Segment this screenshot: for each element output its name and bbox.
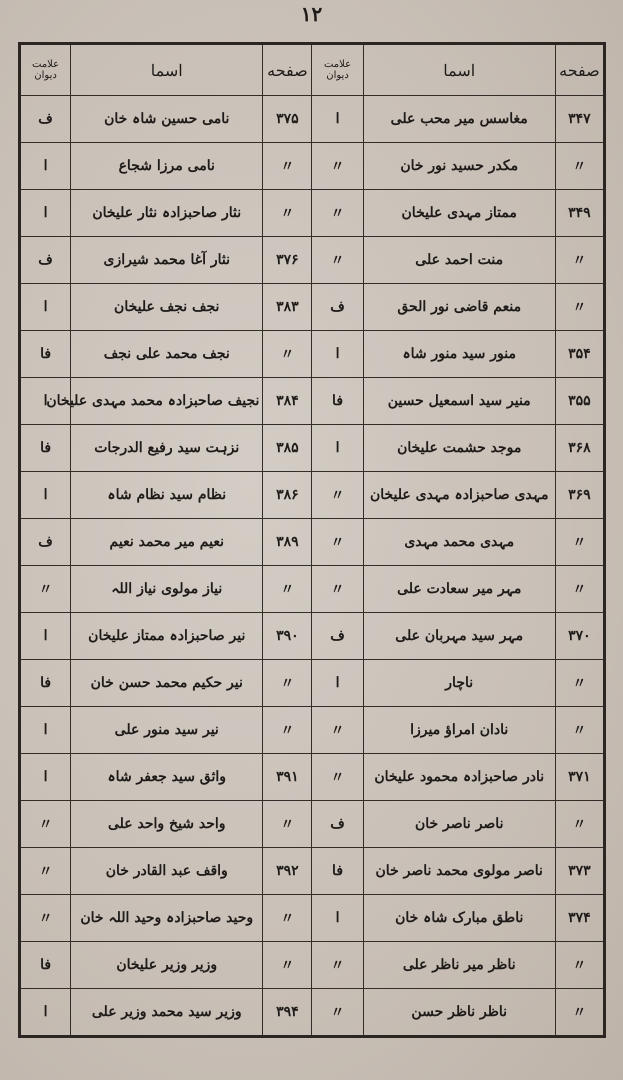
right-sign-cell: 〃 [312,472,363,519]
left-sign-cell: 〃 [20,848,71,895]
left-page-cell: ۳۸۵ [263,425,312,472]
left-name-cell: نیر حکیم محمد حسن خان [71,660,263,707]
left-sign-cell: ا [20,143,71,190]
left-sign-cell: ا [20,472,71,519]
left-name-cell: وزیر سید محمد وزیر علی [71,989,263,1037]
left-page-cell: 〃 [263,190,312,237]
left-name-cell: واثق سید جعفر شاہ [71,754,263,801]
right-name-cell: منعم قاضی نور الحق [363,284,555,331]
table-row [20,989,605,1037]
left-name-cell: نامی حسین شاہ خان [71,96,263,143]
left-page-cell: ۳۷۶ [263,237,312,284]
right-sign-cell: فا [312,848,363,895]
left-page-cell: 〃 [263,707,312,754]
table-row [20,566,605,613]
right-sign-cell: 〃 [312,566,363,613]
header-left-sign: علامت دیوان [20,44,71,96]
left-name-cell: واقف عبد القادر خان [71,848,263,895]
left-sign-cell: ف [20,96,71,143]
left-sign-cell: فا [20,942,71,989]
left-name-cell: نثار صاحبزادہ نثار علیخان [71,190,263,237]
left-sign-cell: ا [20,989,71,1037]
table-row [20,801,605,848]
table-row [20,895,605,942]
right-page-cell: ۳۴۷ [555,96,604,143]
right-sign-cell: ف [312,284,363,331]
right-page-cell: ۳۷۴ [555,895,604,942]
right-sign-cell: ف [312,613,363,660]
left-sign-cell: ف [20,519,71,566]
right-name-cell: منیر سید اسمعیل حسین [363,378,555,425]
right-page-cell: 〃 [555,237,604,284]
header-right-sign: علامت دیوان [312,44,363,96]
right-sign-cell: 〃 [312,989,363,1037]
header-right-names: اسما [363,44,555,96]
table-body [20,96,605,1037]
right-page-cell: ۳۵۴ [555,331,604,378]
right-name-cell: ناصر ناصر خان [363,801,555,848]
left-sign-cell: فا [20,331,71,378]
right-name-cell: منت احمد علی [363,237,555,284]
right-page-cell: 〃 [555,566,604,613]
right-page-cell: 〃 [555,989,604,1037]
right-name-cell: منور سید منور شاہ [363,331,555,378]
left-name-cell: نعیم میر محمد نعیم [71,519,263,566]
right-name-cell: ناطق مبارک شاہ خان [363,895,555,942]
table-row [20,378,605,425]
left-sign-cell: ا [20,613,71,660]
left-sign-cell: فا [20,425,71,472]
table-row [20,284,605,331]
table-row [20,472,605,519]
left-page-cell: 〃 [263,331,312,378]
left-sign-cell: 〃 [20,895,71,942]
left-sign-cell: ا [20,754,71,801]
table-row [20,613,605,660]
left-sign-cell: ا [20,378,71,425]
table-row [20,848,605,895]
table-row [20,660,605,707]
table-row [20,942,605,989]
right-name-cell: ناچار [363,660,555,707]
left-page-cell: ۳۸۹ [263,519,312,566]
right-sign-cell: ا [312,331,363,378]
table-row [20,190,605,237]
left-name-cell: نجیف صاحبزادہ محمد مہدی علیخان [71,378,263,425]
right-name-cell: مہدی صاحبزادہ مہدی علیخان [363,472,555,519]
right-page-cell: ۳۶۹ [555,472,604,519]
index-table [18,42,606,1038]
right-name-cell: نادان امراؤ میرزا [363,707,555,754]
table-row [20,519,605,566]
left-name-cell: وزیر وزیر علیخان [71,942,263,989]
header-left-page: صفحه [263,44,312,96]
right-name-cell: نادر صاحبزادہ محمود علیخان [363,754,555,801]
right-sign-cell: 〃 [312,754,363,801]
left-page-cell: 〃 [263,895,312,942]
left-name-cell: نجف نجف علیخان [71,284,263,331]
header-left-names: اسما [71,44,263,96]
table-row [20,143,605,190]
left-page-cell: 〃 [263,566,312,613]
left-page-cell: ۳۷۵ [263,96,312,143]
right-page-cell: 〃 [555,942,604,989]
left-sign-cell: ا [20,190,71,237]
right-page-cell: ۳۷۱ [555,754,604,801]
right-sign-cell: 〃 [312,519,363,566]
right-sign-cell: فا [312,378,363,425]
left-page-cell: ۳۸۶ [263,472,312,519]
table-row [20,237,605,284]
table-row [20,707,605,754]
left-page-cell: ۳۹۱ [263,754,312,801]
right-page-cell: 〃 [555,143,604,190]
right-sign-cell: 〃 [312,707,363,754]
right-sign-cell: ا [312,660,363,707]
table-row [20,754,605,801]
right-sign-cell: 〃 [312,190,363,237]
table-row [20,331,605,378]
left-sign-cell: ف [20,237,71,284]
right-page-cell: 〃 [555,519,604,566]
left-page-cell: ۳۹۰ [263,613,312,660]
left-page-cell: ۳۹۴ [263,989,312,1037]
right-sign-cell: 〃 [312,143,363,190]
right-name-cell: ممتاز مہدی علیخان [363,190,555,237]
right-page-cell: ۳۵۵ [555,378,604,425]
right-page-cell: 〃 [555,801,604,848]
left-name-cell: واحد شیخ واحد علی [71,801,263,848]
right-name-cell: ناظر میر ناظر علی [363,942,555,989]
header-row [20,44,605,96]
right-page-cell: ۳۶۸ [555,425,604,472]
left-name-cell: وحید صاحبزادہ وحید اللہ خان [71,895,263,942]
left-name-cell: نزہت سید رفیع الدرجات [71,425,263,472]
right-page-cell: ۳۷۳ [555,848,604,895]
right-sign-cell: 〃 [312,237,363,284]
right-name-cell: مہدی محمد مہدی [363,519,555,566]
left-sign-cell: ا [20,284,71,331]
right-sign-cell: 〃 [312,942,363,989]
left-name-cell: نظام سید نظام شاہ [71,472,263,519]
left-sign-cell: فا [20,660,71,707]
left-page-cell: 〃 [263,143,312,190]
header-right-page: صفحه [555,44,604,96]
left-name-cell: نجف محمد علی نجف [71,331,263,378]
right-name-cell: مغاسس میر محب علی [363,96,555,143]
right-sign-cell: ا [312,96,363,143]
left-page-cell: 〃 [263,660,312,707]
right-page-cell: 〃 [555,660,604,707]
left-sign-cell: 〃 [20,566,71,613]
table-row [20,425,605,472]
right-name-cell: ناصر مولوی محمد ناصر خان [363,848,555,895]
right-page-cell: ۳۷۰ [555,613,604,660]
right-name-cell: ناظر ناظر حسن [363,989,555,1037]
right-sign-cell: ف [312,801,363,848]
right-page-cell: 〃 [555,707,604,754]
left-sign-cell: 〃 [20,801,71,848]
right-sign-cell: ا [312,895,363,942]
right-name-cell: مہر سید مہربان علی [363,613,555,660]
left-name-cell: نیر صاحبزادہ ممتاز علیخان [71,613,263,660]
right-page-cell: 〃 [555,284,604,331]
right-name-cell: موجد حشمت علیخان [363,425,555,472]
right-name-cell: مکدر حسید نور خان [363,143,555,190]
left-name-cell: نامی مرزا شجاع [71,143,263,190]
left-page-cell: ۳۸۴ [263,378,312,425]
left-page-cell: ۳۸۳ [263,284,312,331]
left-name-cell: نثار آغا محمد شیرازی [71,237,263,284]
right-page-cell: ۳۴۹ [555,190,604,237]
table-row [20,96,605,143]
left-sign-cell: ا [20,707,71,754]
left-page-cell: 〃 [263,942,312,989]
page-number: ۱۲ [300,2,323,26]
left-page-cell: ۳۹۲ [263,848,312,895]
left-page-cell: 〃 [263,801,312,848]
left-name-cell: نیر سید منور علی [71,707,263,754]
right-name-cell: مہر میر سعادت علی [363,566,555,613]
right-sign-cell: ا [312,425,363,472]
left-name-cell: نیاز مولوی نیاز اللہ [71,566,263,613]
